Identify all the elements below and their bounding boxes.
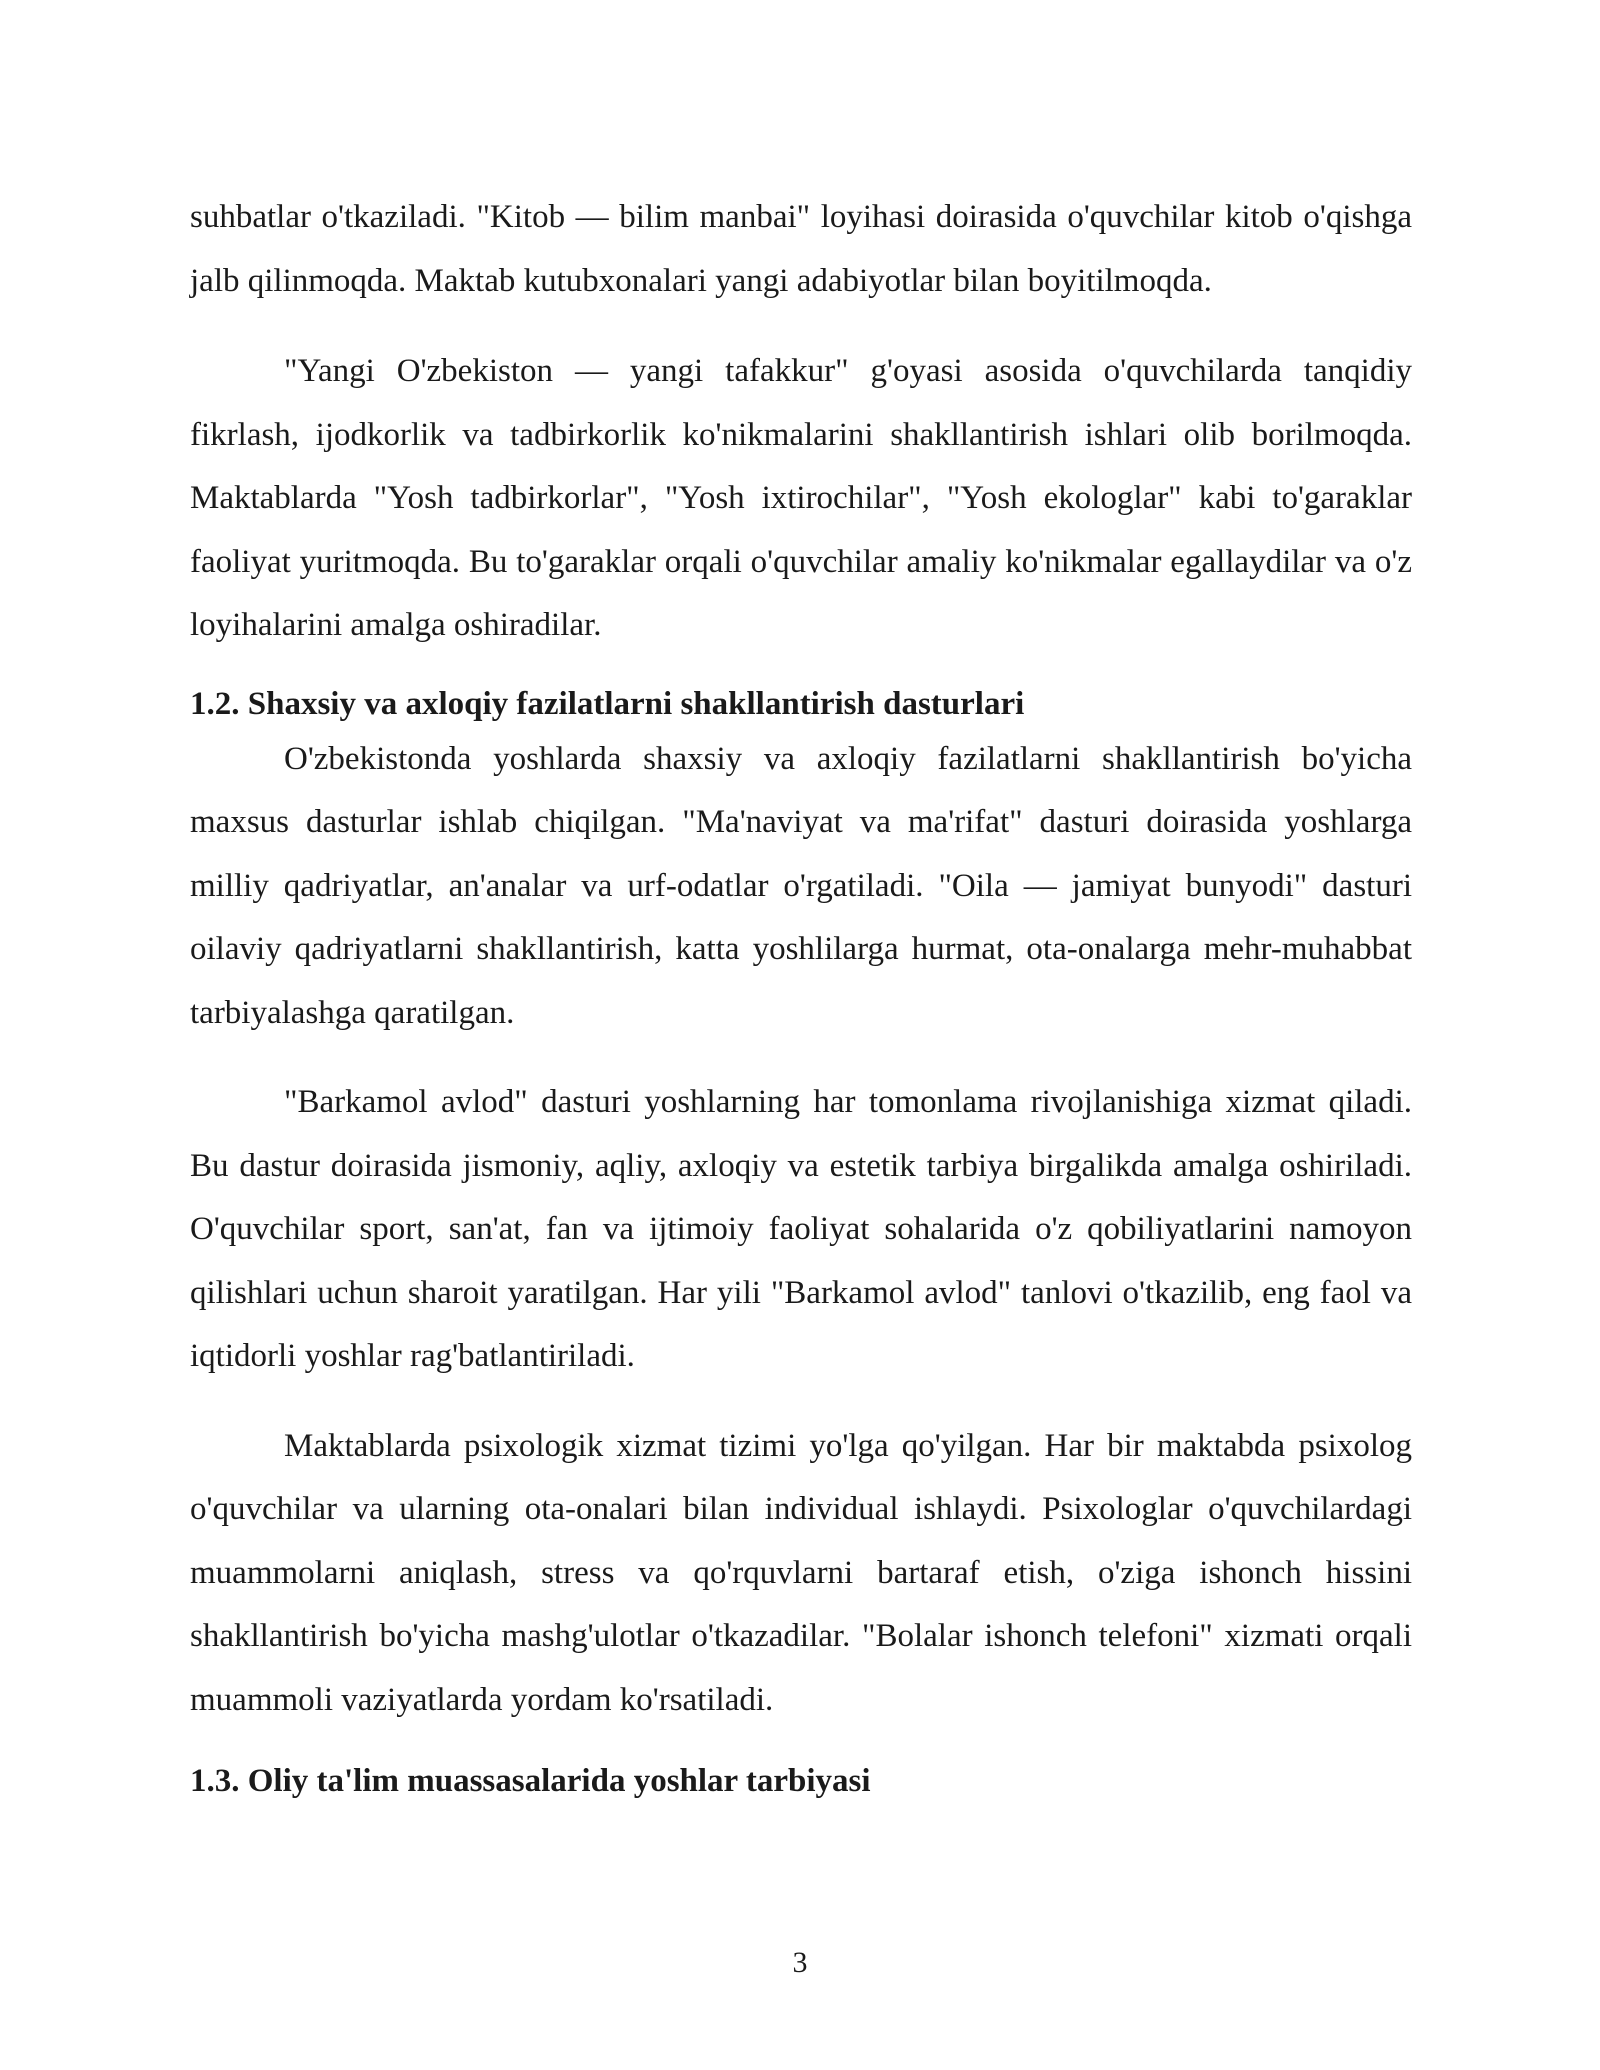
section-heading-1-2: 1.2. Shaxsiy va axloqiy fazilatlarni shakllantirish dasturlari	[190, 685, 1025, 722]
page-number: 3	[792, 1946, 808, 1979]
text-column	[190, 186, 1412, 1803]
section-heading-1-3: 1.3. Oliy ta'lim muassasalarida yoshlar tarbiyasi	[190, 1763, 871, 1799]
paragraph-barkamol-avlod: "Barkamol avlod" dasturi yoshlarning har tomonlama rivojlanishiga xizmat qiladi. Bu dastur doirasida jismoniy, aqliy, axloqiy va estetik tarbiya birgalikda amalga oshiriladi. O'quvchilar sport, san'at, fan va ijtimoiy faoliyat sohalarida o'z qobiliyatlarini namoyon qilishlari uchun sharoit yaratilgan. Har yili "Barkamol avlod" tanlovi o'tkazilib, eng faol va iqtidorli yoshlar rag'batlantiriladi.	[190, 1084, 1412, 1374]
paragraph-psixologik-xizmat: Maktablarda psixologik xizmat tizimi yo'lga qo'yilgan. Har bir maktabda psixolog o'quvchilar va ularning ota-onalari bilan individual ishlaydi. Psixologlar o'quvchilardagi muammolarni aniqlash, stress va qo'rquvlarni bartaraf etish, o'ziga ishonch hissini shakllantirish bo'yicha mashg'ulotlar o'tkazadilar. "Bolalar ishonch telefoni" xizmati orqali muammoli vaziyatlarda yordam ko'rsatiladi.	[190, 1427, 1412, 1718]
paragraph-continuation: suhbatlar o'tkaziladi. "Kitob — bilim manbai" loyihasi doirasida o'quvchilar kitob o'qishga jalb qilinmoqda. Maktab kutubxonalari yangi adabiyotlar bilan boyitilmoqda.	[190, 199, 1412, 299]
paragraph-shaxsiy-fazilatlar: O'zbekistonda yoshlarda shaxsiy va axloqiy fazilatlarni shakllantirish bo'yicha maxsus dasturlar ishlab chiqilgan. "Ma'naviyat va ma'rifat" dasturi doirasida yoshlarga milliy qadriyatlar, an'analar va urf-odatlar o'rgatiladi. "Oila — jamiyat bunyodi" dasturi oilaviy qadriyatlarni shakllantirish, katta yoshlilarga hurmat, ota-onalarga mehr-muhabbat tarbiyalashga qaratilgan.	[190, 740, 1412, 1031]
paragraph-yangi-ozbekiston: "Yangi O'zbekiston — yangi tafakkur" g'oyasi asosida o'quvchilarda tanqidiy fikrlash, ijodkorlik va tadbirkorlik ko'nikmalarini shakllantirish ishlari olib borilmoqda. Maktablarda "Yosh tadbirkorlar", "Yosh ixtirochilar", "Yosh ekologlar" kabi to'garaklar faoliyat yuritmoqda. Bu to'garaklar orqali o'quvchilar amaliy ko'nikmalar egallaydilar va o'z loyihalarini amalga oshiradilar.	[190, 353, 1412, 643]
